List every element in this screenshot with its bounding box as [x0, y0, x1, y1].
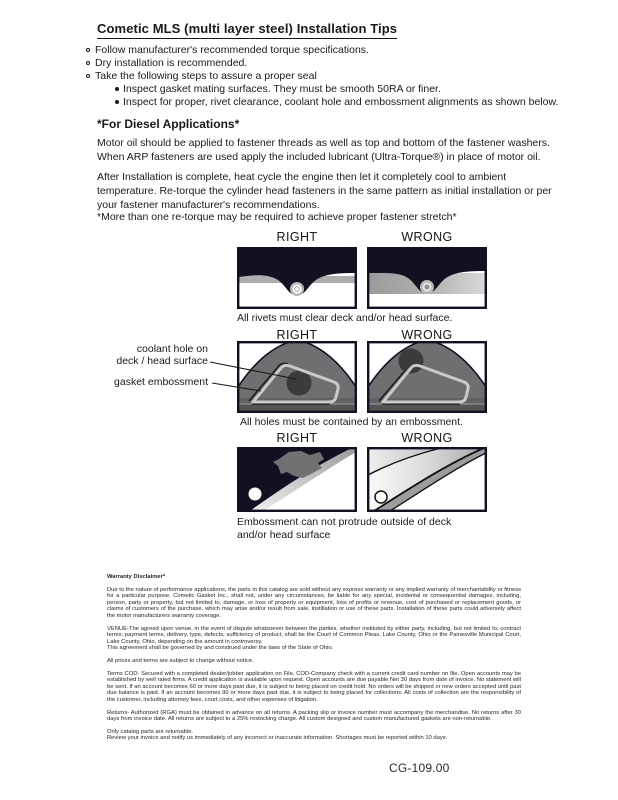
disclaimer-paragraph: Terms COD- Secured with a completed dealer/jobber application on File, COD-Company check with a current credit card number on file. Open accounts may be established by well rated firms. A credit application is available upon request. Open accounts are due payable Net 30 days from date of invoice. No statement will be sent. If an account becomes 60 or more days past due, it is subject to being placed on credit hold. No orders will be shipped or new orders accepted until past due balance is paid. If an account becomes 90 or more days past due, it is subject to being placed for collections. All costs of collection are the responsibility of the customer, including attorney fees, court costs, and other expenses of litigation. — [107, 670, 521, 703]
dot-bullet-icon — [115, 100, 119, 104]
callout-leader-lines — [203, 352, 313, 400]
disclaimer-paragraph: Returns- Authorized (RGA) must be obtained in advance on all returns. A packing slip or invoice number must accompany the merchandise. No returns after 30 days from invoice date. All returns are subject to a 25% restocking charge. All custom designed and custom manufactured gaskets are non-returnable. — [107, 709, 521, 723]
list-item — [86, 44, 558, 57]
right-label-row1: RIGHT — [276, 230, 318, 244]
diagram-rivet-right — [237, 247, 357, 309]
diagram-protrude-right — [237, 447, 357, 512]
row1-caption: All rivets must clear deck and/or head surface. — [237, 312, 453, 324]
circle-bullet-icon — [86, 74, 90, 78]
disclaimer-paragraph: Due to the nature of performance applications, the parts in this catalog are sold without any express warranty or any implied warranty of merchantability or fitness for a particular purpose. Cometic Gasket Inc., shall not, under any circumstances, be liable for any special, incidental or consequential damages, including, person, party or property, but not limited to, damage, or loss of property or equipment, loss of profits or revenue, cost of purchased or replacement goods, or claims of customers of the purchase, which may arise and/or result from sale, instillation or use of these parts. Installation of these parts could adversely affect the motor manufacturers warranty coverage. — [107, 586, 521, 619]
bolt-hole — [375, 491, 387, 503]
diagram-protrude-wrong — [367, 447, 487, 512]
list-item-text: Inspect gasket mating surfaces. They must be smooth 50RA or finer. — [123, 83, 441, 95]
coolant-hole-callout: coolant hole on deck / head surface — [116, 343, 208, 367]
page-code: CG-109.00 — [389, 761, 450, 775]
diesel-paragraph-1: Motor oil should be applied to fastener threads as well as top and bottom of the fastener washers. When ARP fasteners are used apply the included lubricant (Ultra-Torque®) in place of motor oil. — [97, 137, 550, 163]
circle-bullet-icon — [86, 48, 90, 52]
diagram-coolant-wrong — [367, 341, 487, 413]
disclaimer-paragraph: All prices and terms are subject to change without notice. — [107, 657, 254, 664]
list-item-text: Take the following steps to assure a proper seal — [95, 70, 317, 82]
gasket-embossment-callout: gasket embossment — [114, 376, 208, 388]
diesel-paragraph-2: After Installation is complete, heat cycle the engine then let it completely cool to ambient temperature. Re-torque the cylinder head fasteners in the same pattern as initial installation or per your fastener manufacturer's recommendations. — [97, 171, 552, 211]
diagram-rivet-wrong — [367, 247, 487, 309]
diesel-section-heading: *For Diesel Applications* — [97, 117, 240, 131]
disclaimer-paragraph: VENUE-The agreed upon venue, in the event of dispute whatsoever between the parties, whether instituted by either party, including, but not limited to, contract terms, payment terms, delivery, type, defects, sufficiency of product, shall be the Court of Common Pleas, Lake County, Ohio or the Painesville Municipal Court, Lake County, Ohio, depending on the amount in controversy. This agreement shall be governed by and construed under the laws of the State of Ohio. — [107, 625, 521, 652]
right-label-row2: RIGHT — [276, 328, 318, 342]
disclaimer-paragraph: Only catalog parts are returnable. Review your invoice and notify us immediately of any incorrect or inaccurate information. Shortages must be reported within 10 days. — [107, 728, 448, 742]
dot-bullet-icon — [115, 87, 119, 91]
sub-list-item — [86, 83, 558, 96]
right-label-row3: RIGHT — [276, 431, 318, 445]
installation-tips-list — [86, 44, 558, 109]
list-item-text: Dry installation is recommended. — [95, 57, 248, 69]
warranty-disclaimer — [107, 574, 521, 748]
bolt-hole — [249, 488, 262, 501]
retorque-note: *More than one re-torque may be required to achieve proper fastener stretch* — [97, 211, 457, 223]
row3-caption: Embossment can not protrude outside of deck and/or head surface — [237, 516, 452, 541]
list-item-text: Follow manufacturer's recommended torque specifications. — [95, 44, 369, 56]
disclaimer-heading: Warranty Disclaimer* — [107, 574, 166, 580]
wrong-label-row1: WRONG — [401, 230, 453, 244]
wrong-label-row2: WRONG — [401, 328, 453, 342]
wrong-label-row3: WRONG — [401, 431, 453, 445]
list-item — [86, 70, 558, 83]
row2-caption: All holes must be contained by an embossment. — [240, 416, 463, 428]
page-title: Cometic MLS (multi layer steel) Installation Tips — [97, 21, 397, 39]
circle-bullet-icon — [86, 61, 90, 65]
list-item-text: Inspect for proper, rivet clearance, coolant hole and embossment alignments as shown below. — [123, 96, 559, 108]
sub-list-item — [86, 96, 558, 109]
list-item — [86, 57, 558, 70]
